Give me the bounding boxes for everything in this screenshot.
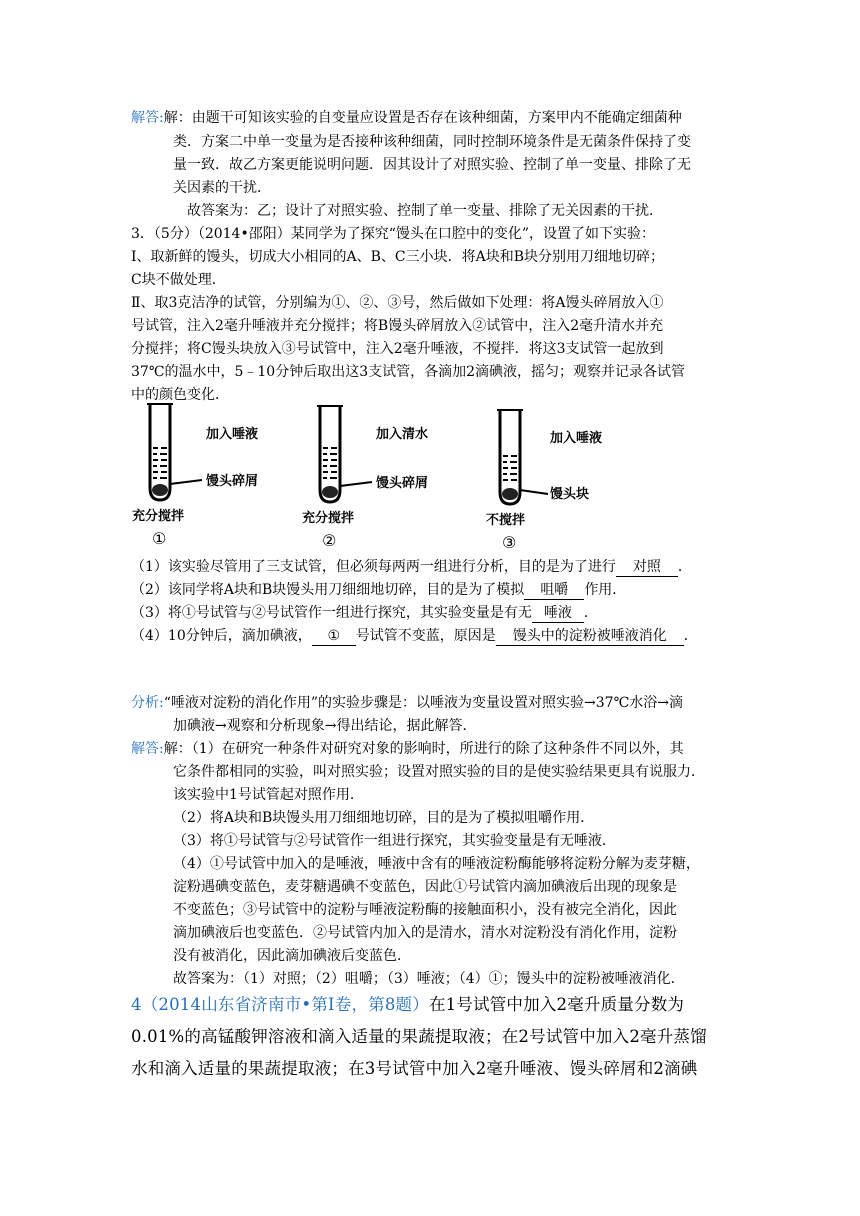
tube-1-top-label: 加入唾液 bbox=[206, 427, 259, 442]
question-3-line: Ⅰ、取新鲜的馒头，切成大小相同的A、B、C三小块．将A块和B块分别用刀细地切碎； bbox=[131, 249, 665, 265]
question-4-line-3: 水和滴入适量的果蔬提取液；在3号试管中加入2毫升唾液、馒头碎屑和2滴碘 bbox=[131, 1059, 698, 1078]
sub-question-3 bbox=[131, 603, 598, 623]
test-tube-diagram bbox=[130, 398, 690, 550]
sub-question-1 bbox=[131, 557, 692, 577]
sub-question-text: （4）10分钟后，滴加碘液， bbox=[131, 628, 312, 644]
analysis-text-line: 加碘液→观察和分析现象→得出结论，据此解答． bbox=[173, 718, 477, 734]
answer-text-line: 没有被消化，因此滴加碘液后变蓝色． bbox=[173, 948, 411, 964]
sub-question-text: （2）该同学将A块和B块馒头用刀细细地切碎，目的是为了模拟 bbox=[131, 582, 525, 598]
analysis-block bbox=[131, 693, 683, 713]
answer-blank: ① bbox=[312, 628, 356, 646]
question-3-line: 号试管，注入2毫升唾液并充分搅拌；将B馒头碎屑放入②试管中，注入2毫升清水并充 bbox=[131, 318, 664, 334]
answer-text-line: （2）将A块和B块馒头用刀细细地切碎，目的是为了模拟咀嚼作用． bbox=[173, 810, 595, 826]
tube-1-mid-label: 馒头碎屑 bbox=[206, 474, 259, 489]
tube-2-top-label: 加入清水 bbox=[376, 427, 429, 442]
answer-text-line: 关因素的干扰． bbox=[173, 180, 271, 196]
tube-3-mid-label: 馒头块 bbox=[550, 487, 590, 502]
answer-label: 解答: bbox=[131, 741, 164, 757]
sub-question-text: ． bbox=[683, 628, 698, 644]
answer-block-2 bbox=[131, 739, 684, 759]
answer-text-line: 淀粉遇碘变蓝色，麦芽糖遇碘不变蓝色，因此①号试管内滴加碘液后出现的现象是 bbox=[173, 879, 677, 895]
answer-text-line: 不变蓝色；③号试管中的淀粉与唾液淀粉酶的接触面积小，没有被完全消化，因此 bbox=[173, 902, 677, 918]
sub-question-text: ． bbox=[583, 605, 598, 621]
answer-text-line: 该实验中1号试管起对照作用． bbox=[173, 787, 364, 803]
answer-text-line: 滴加碘液后也变蓝色．②号试管内加入的是清水，清水对淀粉没有消化作用，淀粉 bbox=[173, 925, 677, 941]
sub-question-4 bbox=[131, 626, 698, 646]
answer-text-line: （4）①号试管中加入的是唾液，唾液中含有的唾液淀粉酶能够将淀粉分解为麦芽糖， bbox=[173, 856, 700, 872]
answer-label: 解答: bbox=[131, 110, 164, 126]
sub-question-text: （3）将①号试管与②号试管作一组进行探究，其实验变量是有无 bbox=[131, 605, 532, 621]
question-4-line-1 bbox=[131, 993, 684, 1017]
tube-3-number: ③ bbox=[502, 533, 517, 550]
answer-text-line: 故答案为：乙；设计了对照实验、控制了单一变量、排除了无关因素的干扰． bbox=[187, 203, 663, 219]
question-3-line: 37℃的温水中，5﹣10分钟后取出这3支试管，各滴加2滴碘液，摇匀；观察并记录各试管 bbox=[131, 364, 686, 380]
question-3-line: 分搅拌；将C馒头块放入③号试管中，注入2毫升唾液，不搅拌．将这3支试管一起放到 bbox=[131, 341, 664, 357]
sub-question-text: 作用． bbox=[584, 582, 627, 598]
sub-question-text: ． bbox=[677, 559, 692, 575]
question-3-line: 中的颜色变化． bbox=[131, 387, 229, 403]
sub-question-2 bbox=[131, 580, 626, 600]
tube-3-top-label: 加入唾液 bbox=[550, 431, 603, 446]
answer-blank: 馒头中的淀粉被唾液消化 bbox=[496, 628, 684, 646]
answer-block-1 bbox=[131, 108, 682, 128]
question-4-text: 在1号试管中加入2毫升质量分数为 bbox=[428, 995, 685, 1014]
test-tube-1 bbox=[147, 404, 202, 500]
question-3-line: C块不做处理． bbox=[131, 272, 226, 288]
tube-1-number: ① bbox=[152, 529, 167, 548]
question-4-source: 4（2014山东省济南市•第Ⅰ卷，第8题） bbox=[131, 995, 429, 1014]
answer-text-line: 量一致．故乙方案更能说明问题．因其设计了对照实验、控制了单一变量、排除了无 bbox=[173, 157, 691, 173]
test-tube-figure bbox=[130, 398, 690, 550]
sub-question-text: 号试管不变蓝，原因是 bbox=[355, 628, 496, 644]
answer-text-line: 类．方案二中单一变量为是否接种该种细菌，同时控制环境条件是无菌条件保持了变 bbox=[173, 134, 691, 150]
tube-2-mid-label: 馒头碎屑 bbox=[376, 476, 429, 491]
sub-question-text: （1）该实验尽管用了三支试管，但必须每两两一组进行分析，目的是为了进行 bbox=[131, 559, 616, 575]
analysis-label: 分析: bbox=[131, 695, 164, 711]
tube-1-bottom-label: 充分搅拌 bbox=[132, 509, 185, 524]
test-tube-3 bbox=[497, 410, 548, 504]
answer-text-line: 解：由题干可知该实验的自变量应设置是否存在该种细菌，方案甲内不能确定细菌种 bbox=[163, 110, 682, 126]
answer-text-line: 故答案为：（1）对照；（2）咀嚼；（3）唾液；（4）①；馒头中的淀粉被唾液消化． bbox=[173, 971, 685, 987]
tube-3-bottom-label: 不搅拌 bbox=[486, 513, 526, 528]
answer-blank: 对照 bbox=[616, 559, 678, 577]
analysis-text-line: “唾液对淀粉的消化作用”的实验步骤是：以唾液为变量设置对照实验→37℃水浴→滴 bbox=[163, 695, 683, 711]
tube-2-bottom-label: 充分搅拌 bbox=[302, 511, 355, 526]
answer-text-line: （3）将①号试管与②号试管作一组进行探究，其实验变量是有无唾液． bbox=[173, 833, 616, 849]
tube-2-number: ② bbox=[322, 531, 337, 550]
answer-text-line: 解：（1）在研究一种条件对研究对象的影响时，所进行的除了这种条件不同以外，其 bbox=[163, 741, 684, 757]
test-tube-2 bbox=[317, 406, 372, 502]
answer-blank: 咀嚼 bbox=[524, 582, 584, 600]
answer-text-line: 它条件都相同的实验，叫对照实验；设置对照实验的目的是使实验结果更具有说服力． bbox=[173, 764, 705, 780]
question-3-title: 3．（5分）（2014•邵阳）某同学为了探究“馒头在口腔中的变化”，设置了如下实验： bbox=[131, 226, 656, 242]
question-3-line: Ⅱ、取3克洁净的试管，分别编为①、②、③号，然后做如下处理：将A馒头碎屑放入① bbox=[131, 295, 664, 311]
answer-blank: 唾液 bbox=[532, 605, 584, 623]
question-4-line-2: 0.01%的高锰酸钾溶液和滴入适量的果蔬提取液；在2号试管中加入2毫升蒸馏 bbox=[131, 1027, 707, 1046]
